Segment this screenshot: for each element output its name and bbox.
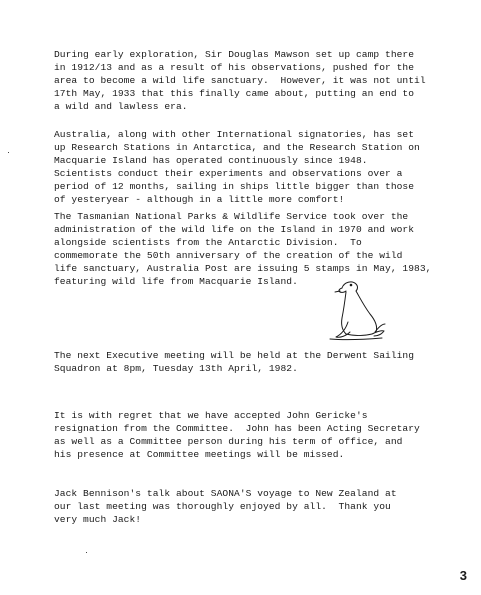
scan-speck — [8, 152, 9, 153]
paragraph-resignation — [54, 409, 454, 461]
text-line: Macquarie Island has operated continuously since 1948. — [54, 155, 368, 166]
text-line: featuring wild life from Macquarie Island. — [54, 276, 298, 287]
text-line: period of 12 months, sailing in ships little bigger than those — [54, 181, 415, 192]
text-line: as well as a Committee person during his term of office, and — [54, 436, 403, 447]
text-line: Scientists conduct their experiments and observations over a — [54, 168, 403, 179]
text-line: a wild and lawless era. — [54, 101, 188, 112]
text-line: 17th May, 1933 that this finally came about, putting an end to — [54, 88, 415, 99]
paragraph-mawson-history — [54, 48, 454, 113]
text-line: The Tasmanian National Parks & Wildlife Service took over the — [54, 211, 409, 222]
page-number: 3 — [459, 568, 467, 583]
text-line: Australia, along with other International signatories, has set — [54, 129, 415, 140]
text-line: life sanctuary, Australia Post are issuing 5 stamps in May, 1983, — [54, 263, 432, 274]
text-line: up Research Stations in Antarctica, and the Research Station on — [54, 142, 420, 153]
text-line: commemorate the 50th anniversary of the creation of the wild — [54, 250, 403, 261]
paragraph-executive-meeting — [54, 349, 454, 375]
seal-icon — [318, 274, 388, 342]
scan-speck — [86, 552, 87, 553]
text-line: our last meeting was thoroughly enjoyed by all. Thank you — [54, 501, 391, 512]
text-line: alongside scientists from the Antarctic Division. To — [54, 237, 362, 248]
text-line: Jack Bennison's talk about SAONA'S voyage to New Zealand at — [54, 488, 397, 499]
text-line: During early exploration, Sir Douglas Mawson set up camp there — [54, 49, 415, 60]
text-line: The next Executive meeting will be held at the Derwent Sailing — [54, 350, 415, 361]
text-line: administration of the wild life on the Island in 1970 and work — [54, 224, 415, 235]
paragraph-thanks — [54, 487, 454, 526]
text-line: his presence at Committee meetings will be missed. — [54, 449, 345, 460]
text-line: area to become a wild life sanctuary. However, it was not until — [54, 75, 426, 86]
text-line: resignation from the Committee. John has been Acting Secretary — [54, 423, 420, 434]
paragraph-wildlife-service — [54, 210, 454, 288]
text-line: in 1912/13 and as a result of his observations, pushed for the — [54, 62, 415, 73]
text-line: It is with regret that we have accepted John Gericke's — [54, 410, 368, 421]
paragraph-research-stations — [54, 128, 454, 206]
text-line: of yesteryear - although in a little more comfort! — [54, 194, 345, 205]
text-line: very much Jack! — [54, 514, 142, 525]
text-line: Squadron at 8pm, Tuesday 13th April, 1982. — [54, 363, 298, 374]
